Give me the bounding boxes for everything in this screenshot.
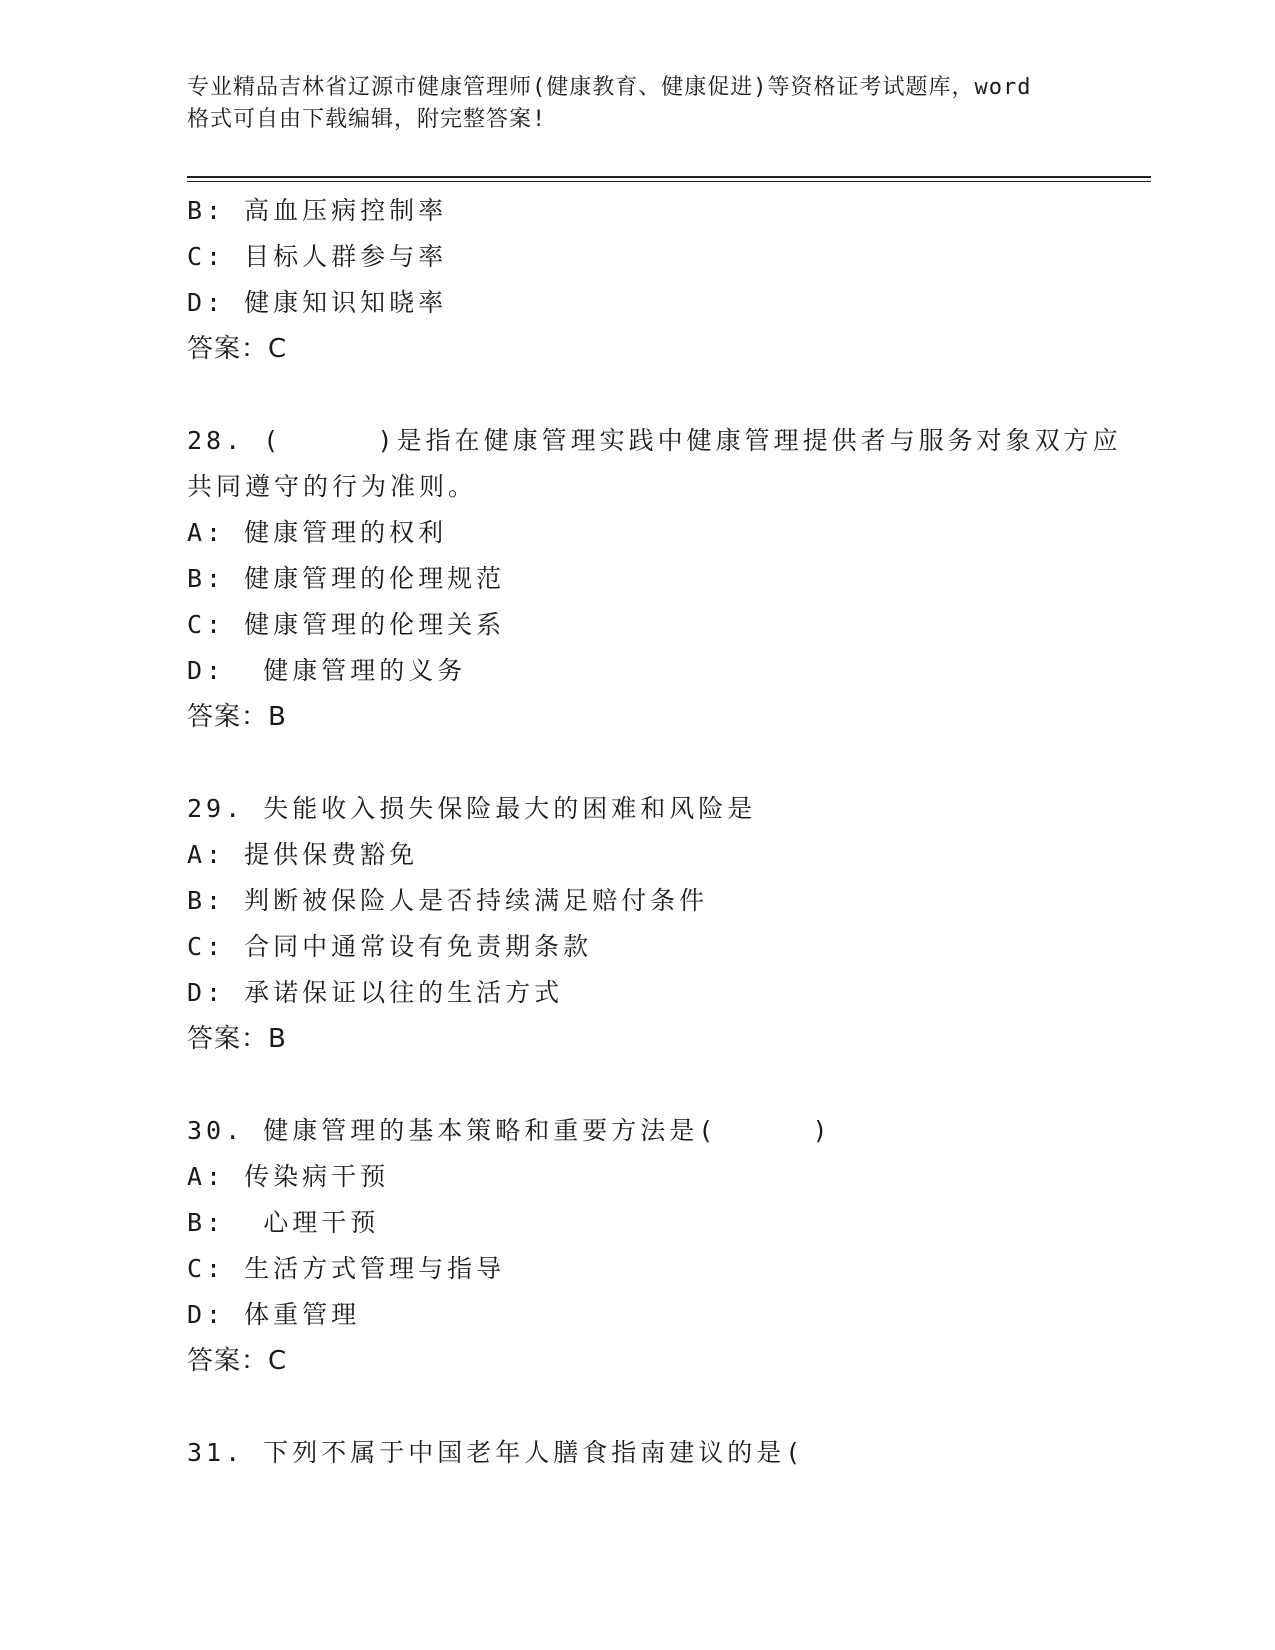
question-stem-line: 31. 下列不属于中国老年人膳食指南建议的是( bbox=[187, 1438, 805, 1467]
question-30 bbox=[187, 1108, 1087, 1384]
document-header bbox=[187, 72, 1087, 136]
option-a: A: 传染病干预 bbox=[187, 1162, 390, 1191]
answer-label: 答案：B bbox=[187, 1024, 287, 1054]
spacer bbox=[187, 740, 1087, 786]
option-c: C: 健康管理的伦理关系 bbox=[187, 610, 506, 639]
header-rule-thick bbox=[187, 176, 1151, 178]
header-line-2: 格式可自由下载编辑，附完整答案! bbox=[187, 107, 547, 132]
header-line-1: 专业精品吉林省辽源市健康管理师(健康教育、健康促进)等资格证考试题库，word bbox=[187, 75, 1032, 100]
answer-label: 答案：C bbox=[187, 334, 288, 364]
option-c: C: 目标人群参与率 bbox=[187, 242, 448, 271]
option-d: D: 健康管理的义务 bbox=[187, 656, 467, 685]
question-stem-line: 28. ( )是指在健康管理实践中健康管理提供者与服务对象双方应 bbox=[187, 426, 1122, 455]
option-a: A: 提供保费豁免 bbox=[187, 840, 419, 869]
question-stem-line: 共同遵守的行为准则。 bbox=[187, 472, 478, 501]
option-b: B: 健康管理的伦理规范 bbox=[187, 564, 506, 593]
question-27-fragment bbox=[187, 188, 1087, 372]
answer-label: 答案：B bbox=[187, 702, 287, 732]
question-stem-line: 30. 健康管理的基本策略和重要方法是( ) bbox=[187, 1116, 832, 1145]
answer-label: 答案：C bbox=[187, 1346, 288, 1376]
question-29 bbox=[187, 786, 1087, 1062]
question-list bbox=[187, 188, 1122, 1476]
spacer bbox=[187, 1384, 1087, 1430]
header-rule-thin bbox=[187, 181, 1151, 182]
question-31 bbox=[187, 1430, 1087, 1476]
option-d: D: 体重管理 bbox=[187, 1300, 361, 1329]
option-a: A: 健康管理的权利 bbox=[187, 518, 448, 547]
option-c: C: 生活方式管理与指导 bbox=[187, 1254, 506, 1283]
option-b: B: 判断被保险人是否持续满足赔付条件 bbox=[187, 886, 709, 915]
question-stem-line: 29. 失能收入损失保险最大的困难和风险是 bbox=[187, 794, 757, 823]
spacer bbox=[187, 372, 1087, 418]
option-b: B: 高血压病控制率 bbox=[187, 196, 448, 225]
question-28 bbox=[187, 418, 1122, 740]
option-b: B: 心理干预 bbox=[187, 1208, 380, 1237]
spacer bbox=[187, 1062, 1087, 1108]
option-c: C: 合同中通常设有免责期条款 bbox=[187, 932, 593, 961]
option-d: D: 健康知识知晓率 bbox=[187, 288, 448, 317]
option-d: D: 承诺保证以往的生活方式 bbox=[187, 978, 564, 1007]
